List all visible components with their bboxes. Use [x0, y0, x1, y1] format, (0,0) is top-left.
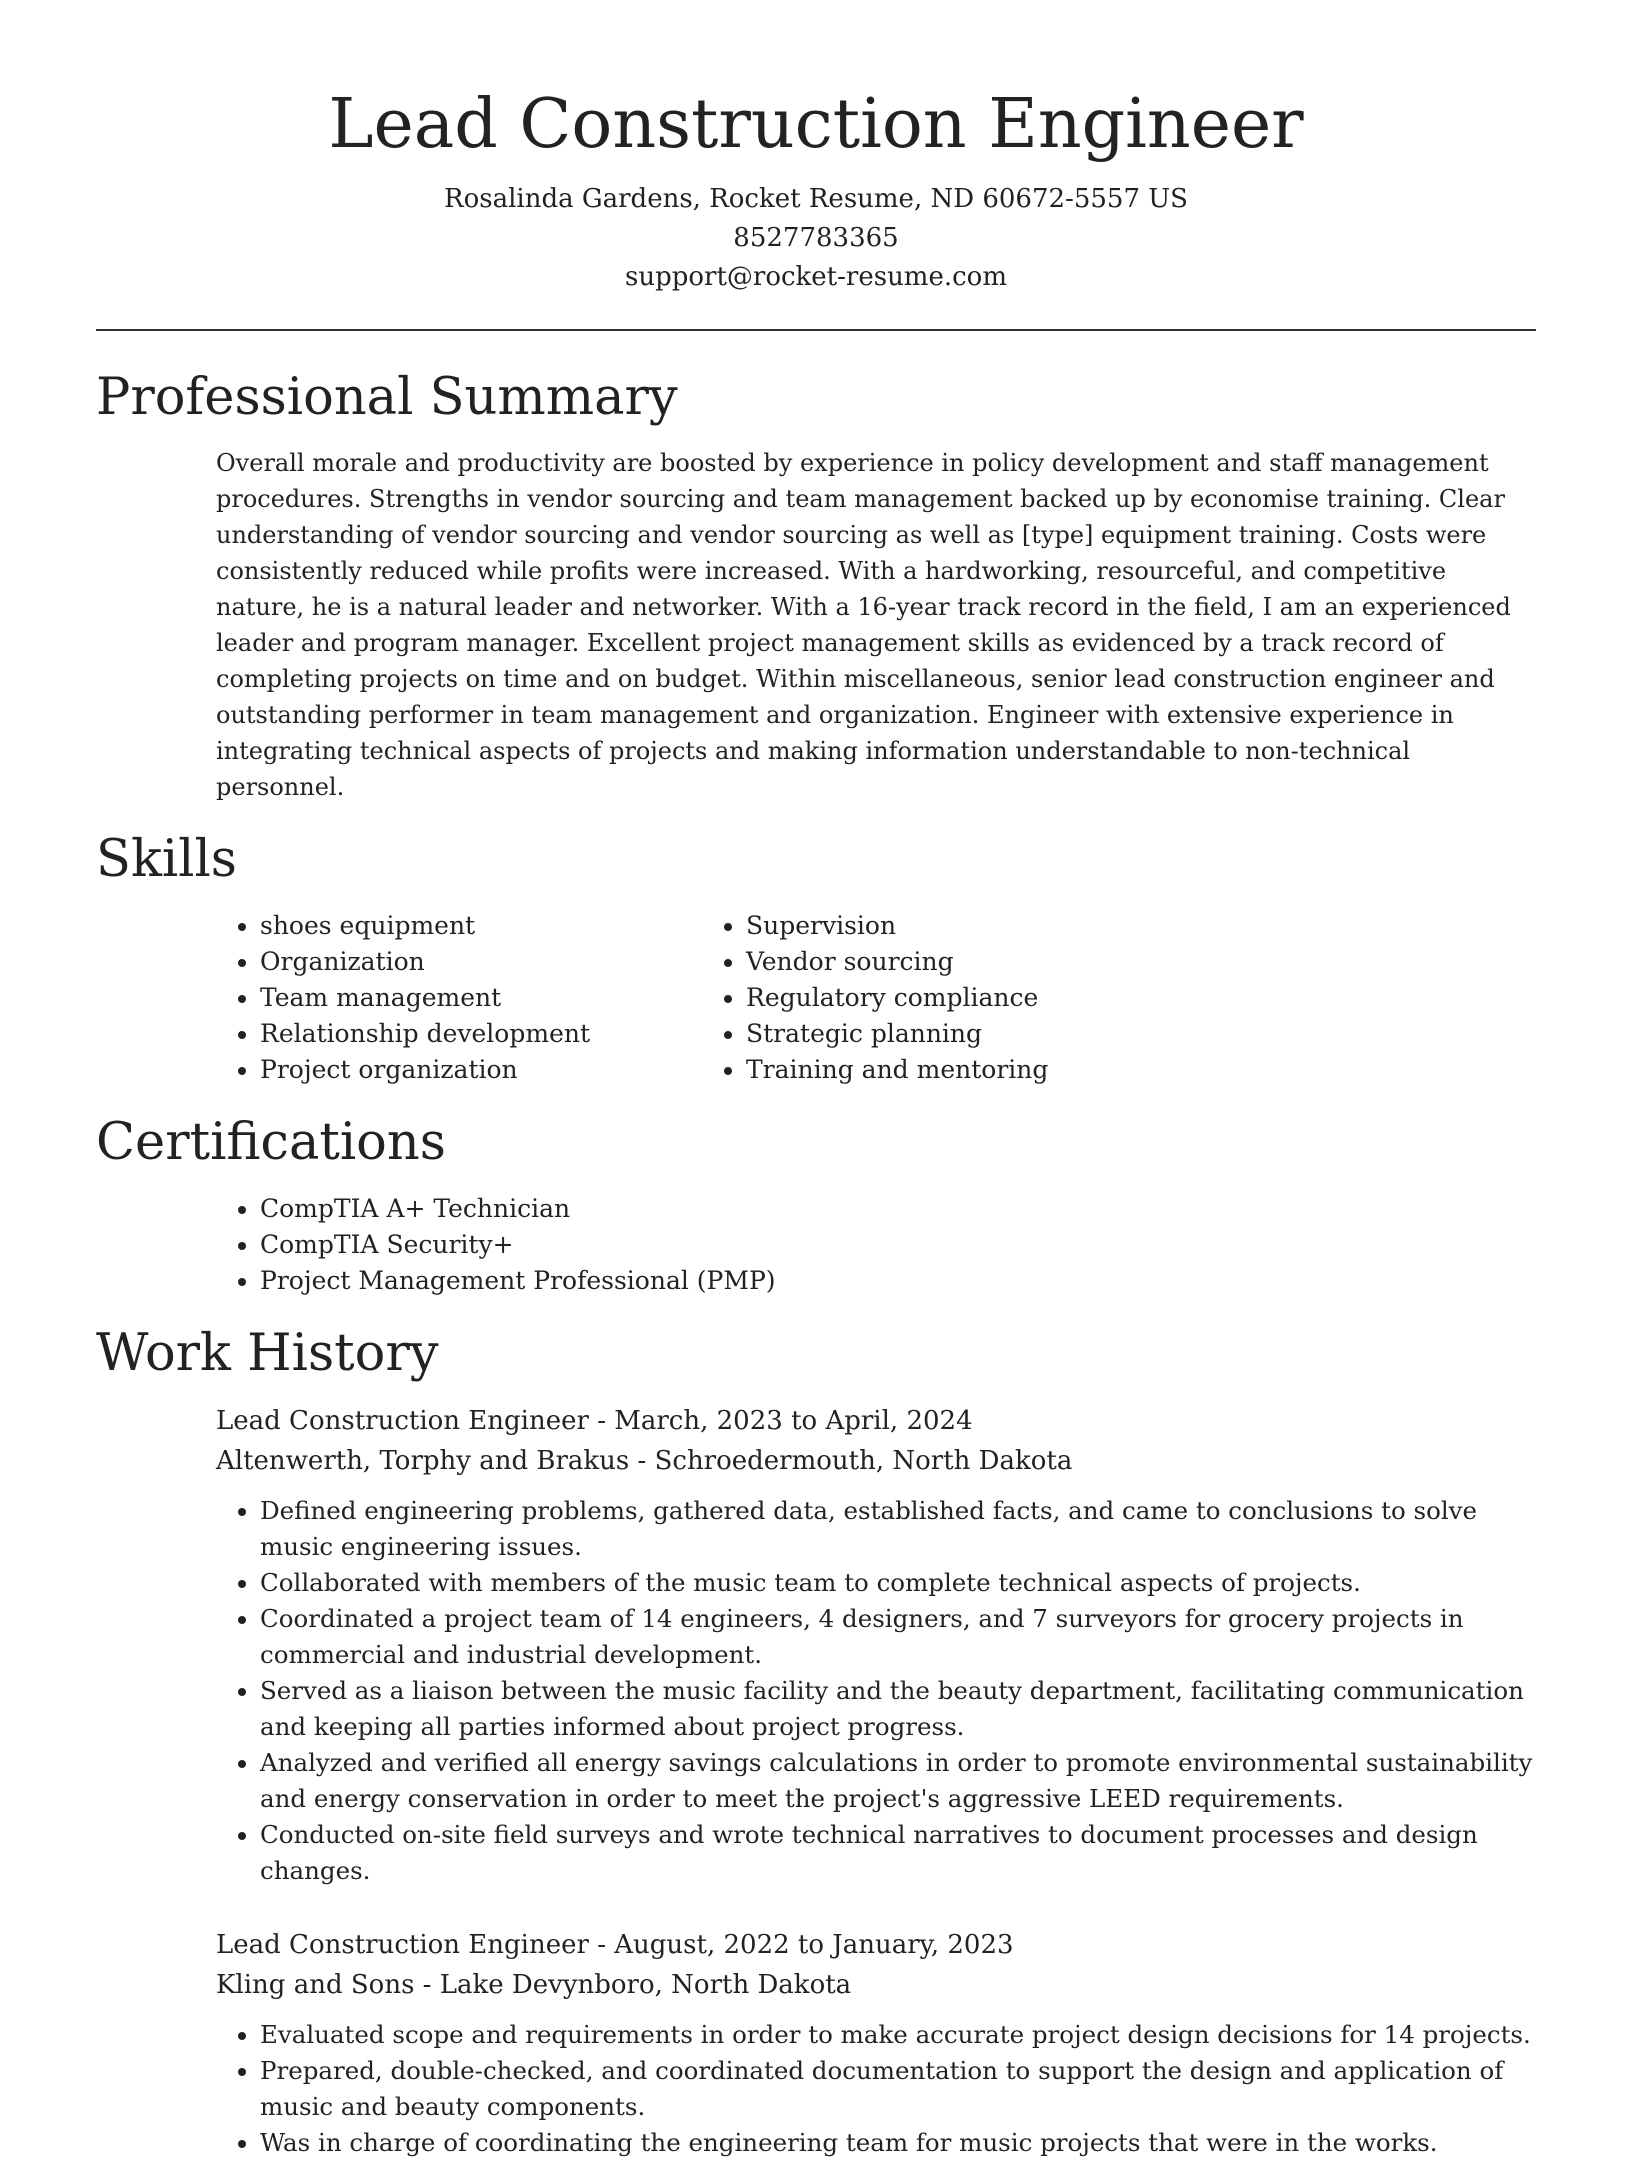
skill-item: • Strategic planning [746, 1016, 1232, 1052]
summary-heading: Professional Summary [96, 367, 678, 427]
job-company: Kling and Sons [216, 1970, 415, 2001]
job-bullet: • Prepared, double-checked, and coordinated documentation to support the design and application of music and beauty components. [260, 2053, 1536, 2125]
work-history-heading: Work History [96, 1323, 439, 1383]
job-bullet: • Evaluated scope and requirements in order to make accurate project design decisions for 14 projects. [260, 2017, 1536, 2053]
skill-item: • Relationship development [260, 1016, 746, 1052]
job-bullet: • Conducted on-site field surveys and wrote technical narratives to document processes and design changes. [260, 1817, 1536, 1889]
header-divider [96, 329, 1536, 331]
contact-block [96, 180, 1536, 297]
job-bullet: • Coordinated a project team of 14 engineers, 4 designers, and 7 surveyors for grocery projects in commercial and industrial development. [260, 1601, 1536, 1673]
certification-item: • CompTIA A+ Technician [260, 1191, 1536, 1227]
skill-item: • Organization [260, 944, 746, 980]
contact-address: Rosalinda Gardens, Rocket Resume, ND 60672-5557 US [444, 183, 1188, 214]
job-dates: - March, 2023 to April, 2024 [588, 1406, 973, 1437]
certifications-heading: Certifications [96, 1112, 446, 1172]
job-company-line [216, 1441, 1536, 1481]
job-bullet: • Defined engineering problems, gathered data, established facts, and came to conclusions to solve music engineering issues. [260, 1493, 1536, 1565]
summary-text: Overall morale and productivity are boosted by experience in policy development and staff management procedures. Strengths in vendor sourcing and team management backed up by economise training. Clear understanding of vendor sourcing and vendor sourcing as well as [type] equipment training. Costs were consistently reduced while profits were increased. With a hardworking, resourceful, and competitive nature, he is a natural leader and networker. With a 16-year track record in the field, I am an experienced leader and program manager. Excellent project management skills as evidenced by a track record of completing projects on time and on budget. Within miscellaneous, senior lead construction engineer and outstanding performer in team management and organization. Engineer with extensive experience in integrating technical aspects of projects and making information understandable to non-technical personnel. [216, 449, 1511, 802]
contact-email: support@rocket-resume.com [624, 261, 1007, 292]
resume-title: Lead Construction Engineer [328, 85, 1304, 164]
job-company-line [216, 1965, 1536, 2005]
skill-item: • Training and mentoring [746, 1052, 1232, 1088]
certification-item: • CompTIA Security+ [260, 1227, 1536, 1263]
certification-item: • Project Management Professional (PMP) [260, 1263, 1536, 1299]
job-bullet: • Was in charge of coordinating the engineering team for music projects that were in the works. [260, 2125, 1536, 2161]
job-company: Altenwerth, Torphy and Brakus [216, 1446, 630, 1477]
resume-page [96, 0, 1536, 2161]
skills-column-left [96, 908, 746, 1088]
job-bullet: • Collaborated with members of the music team to complete technical aspects of projects. [260, 1565, 1536, 1601]
job-title: Lead Construction Engineer [216, 1930, 589, 1961]
skill-item: • Team management [260, 980, 746, 1016]
job-bullets [216, 1493, 1536, 1889]
job-entry [216, 1925, 1536, 2161]
skill-item: • Regulatory compliance [746, 980, 1232, 1016]
job-bullets [216, 2017, 1536, 2161]
contact-phone: 8527783365 [733, 222, 899, 253]
skill-item: • Supervision [746, 908, 1232, 944]
job-title-line [216, 1401, 1536, 1441]
skills-column-right [746, 908, 1232, 1088]
job-bullet: • Analyzed and verified all energy savings calculations in order to promote environmental sustainability and energy conservation in order to meet the project's aggressive LEED requirements. [260, 1745, 1536, 1817]
certifications-list [96, 1191, 1536, 1299]
job-title-line [216, 1925, 1536, 1965]
job-title: Lead Construction Engineer [216, 1406, 589, 1437]
skill-item: • shoes equipment [260, 908, 746, 944]
job-entry [216, 1401, 1536, 1889]
job-dates: - August, 2022 to January, 2023 [588, 1930, 1014, 1961]
skills-heading: Skills [96, 830, 237, 890]
skill-item: • Project organization [260, 1052, 746, 1088]
job-bullet: • Served as a liaison between the music facility and the beauty department, facilitating communication and keeping all parties informed about project progress. [260, 1673, 1536, 1745]
skill-item: • Vendor sourcing [746, 944, 1232, 980]
skills-list [96, 908, 1536, 1088]
job-location: - Lake Devynboro, North Dakota [414, 1970, 852, 2001]
job-location: - Schroedermouth, North Dakota [629, 1446, 1073, 1477]
